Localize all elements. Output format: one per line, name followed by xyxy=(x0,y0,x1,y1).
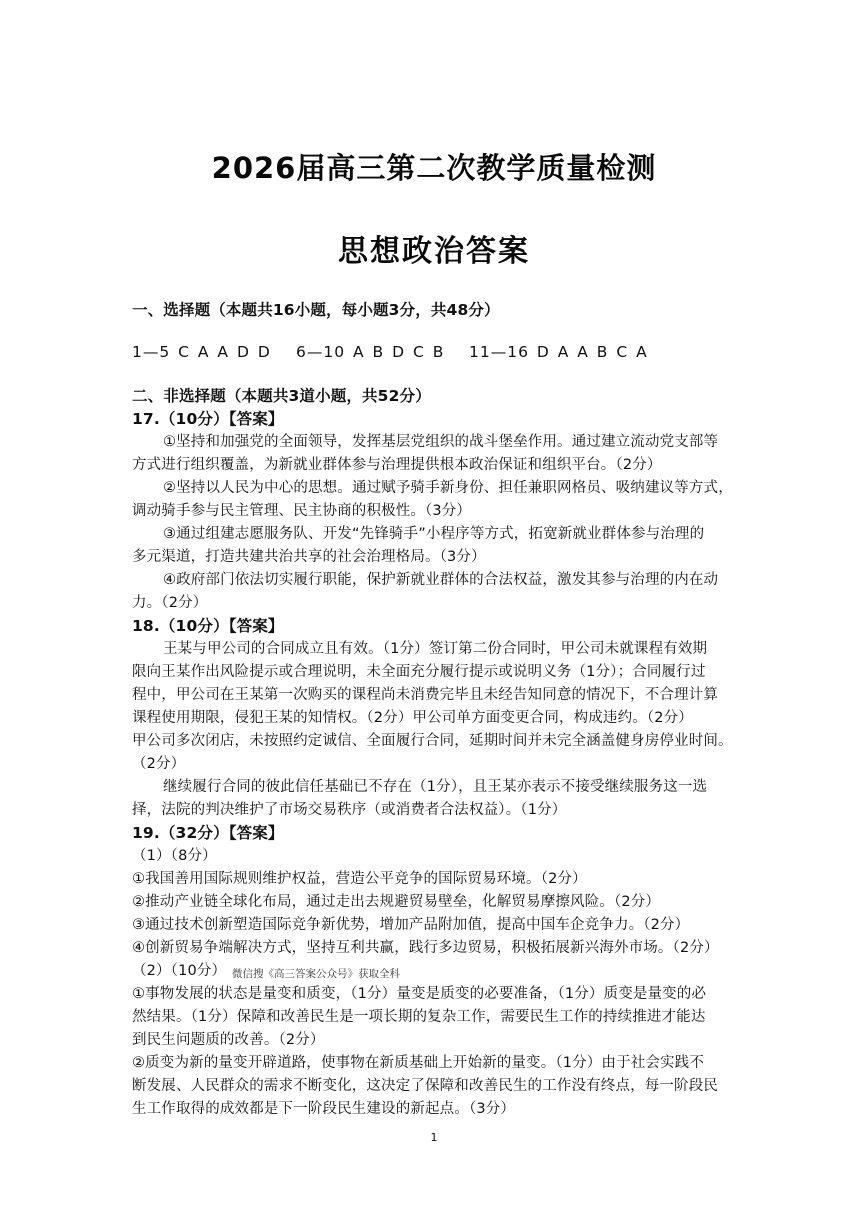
q19-part2-line: ①事物发展的状态是量变和质变，（1分）量变是质变的必要准备，（1分）质变是量变的必 xyxy=(132,986,707,1002)
q19-part1-header: （1）（8分） xyxy=(132,848,217,864)
q18-line: （2分） xyxy=(132,756,186,772)
q17-line: 方式进行组织覆盖，为新就业群体参与治理提供根本政治保证和组织平台。（2分） xyxy=(132,457,662,473)
q18-line: 王某与甲公司的合同成立且有效。（1分）签订第二份合同时，甲公司未就课程有效期 xyxy=(163,641,708,657)
q18-header: 18.（10分）【答案】 xyxy=(132,617,284,635)
q19-part1-line: ①我国善用国际规则维护权益，营造公平竞争的国际贸易环境。（2分） xyxy=(132,871,587,887)
q19-part2-header: （2）（10分） xyxy=(132,963,227,979)
q18-line: 择，法院的判决维护了市场交易秩序（或消费者合法权益）。（1分） xyxy=(132,802,567,818)
answers-1-5: 1—5 C A A D D xyxy=(132,343,271,361)
q17-line: 力。（2分） xyxy=(132,595,208,611)
q17-line: ②坚持以人民为中心的思想。通过赋予骑手新身份、担任兼职网格员、吸纳建议等方式， xyxy=(163,480,733,496)
q18-line: 甲公司多次闭店，未按照约定诚信、全面履行合同，延期时间并未完全涵盖健身房停业时间。 xyxy=(132,733,733,749)
q17-line: ③通过组建志愿服务队、开发“先锋骑手”小程序等方式，拓宽新就业群体参与治理的 xyxy=(163,526,705,542)
q19-part2-line: ②质变为新的量变开辟道路，使事物在新质基础上开始新的量变。（1分）由于社会实践不 xyxy=(132,1055,704,1071)
page-title: 2026届高三第二次教学质量检测 xyxy=(211,151,657,185)
q19-part2-line: 然结果。（1分）保障和改善民生是一项长期的复杂工作，需要民生工作的持续推进才能达 xyxy=(132,1009,706,1025)
section2-heading: 二、非选择题（本题共3道小题，共52分） xyxy=(132,387,431,405)
page-subtitle: 思想政治答案 xyxy=(338,234,530,269)
section1-heading: 一、选择题（本题共16小题，每小题3分，共48分） xyxy=(132,301,500,319)
q19-part1-line: ④创新贸易争端解决方式，坚持互利共赢，践行多边贸易，积极拓展新兴海外市场。（2分） xyxy=(132,940,719,956)
q18-line: 继续履行合同的彼此信任基础已不存在（1分），且王某亦表示不接受继续服务这一选 xyxy=(163,779,708,795)
q17-line: ④政府部门依法切实履行职能，保护新就业群体的合法权益，激发其参与治理的内在动 xyxy=(163,572,719,588)
q18-line: 课程使用期限，侵犯王某的知情权。（2分）甲公司单方面变更合同，构成违约。（2分） xyxy=(132,710,693,726)
q19-part2-line: 断发展、人民群众的需求不断变化，这决定了保障和改善民生的工作没有终点，每一阶段民 xyxy=(132,1078,718,1094)
answers-11-16: 11—16 D A A B C A xyxy=(469,343,648,361)
q17-line: 调动骑手参与民主管理、民主协商的积极性。（3分） xyxy=(132,503,472,519)
q17-header: 17.（10分）【答案】 xyxy=(132,410,284,428)
page-number: 1 xyxy=(430,1131,438,1144)
q19-part1-line: ③通过技术创新塑造国际竞争新优势，增加产品附加值，提高中国车企竞争力。（2分） xyxy=(132,917,690,933)
q19-header: 19.（32分）【答案】 xyxy=(132,824,284,842)
q19-part2-line: 生工作取得的成效都是下一阶段民生建设的新起点。（3分） xyxy=(132,1101,516,1117)
q17-line: ①坚持和加强党的全面领导，发挥基层党组织的战斗堡垒作用。通过建立流动党支部等 xyxy=(163,434,719,450)
q18-line: 限向王某作出风险提示或合理说明，未全面充分履行提示或说明义务（1分）；合同履行过 xyxy=(132,664,706,680)
watermark-text: 微信搜《高三答案公众号》获取全科 xyxy=(232,968,400,980)
q18-line: 程中，甲公司在王某第一次购买的课程尚未消费完毕且未经告知同意的情况下，不合理计算 xyxy=(132,687,718,703)
q17-line: 多元渠道，打造共建共治共享的社会治理格局。（3分） xyxy=(132,549,486,565)
q19-part1-line: ②推动产业链全球化布局，通过走出去规避贸易壁垒，化解贸易摩擦风险。（2分） xyxy=(132,894,661,910)
q19-part2-line: 到民生问题质的改善。（2分） xyxy=(132,1032,325,1048)
answers-6-10: 6—10 A B D C B xyxy=(296,343,445,361)
